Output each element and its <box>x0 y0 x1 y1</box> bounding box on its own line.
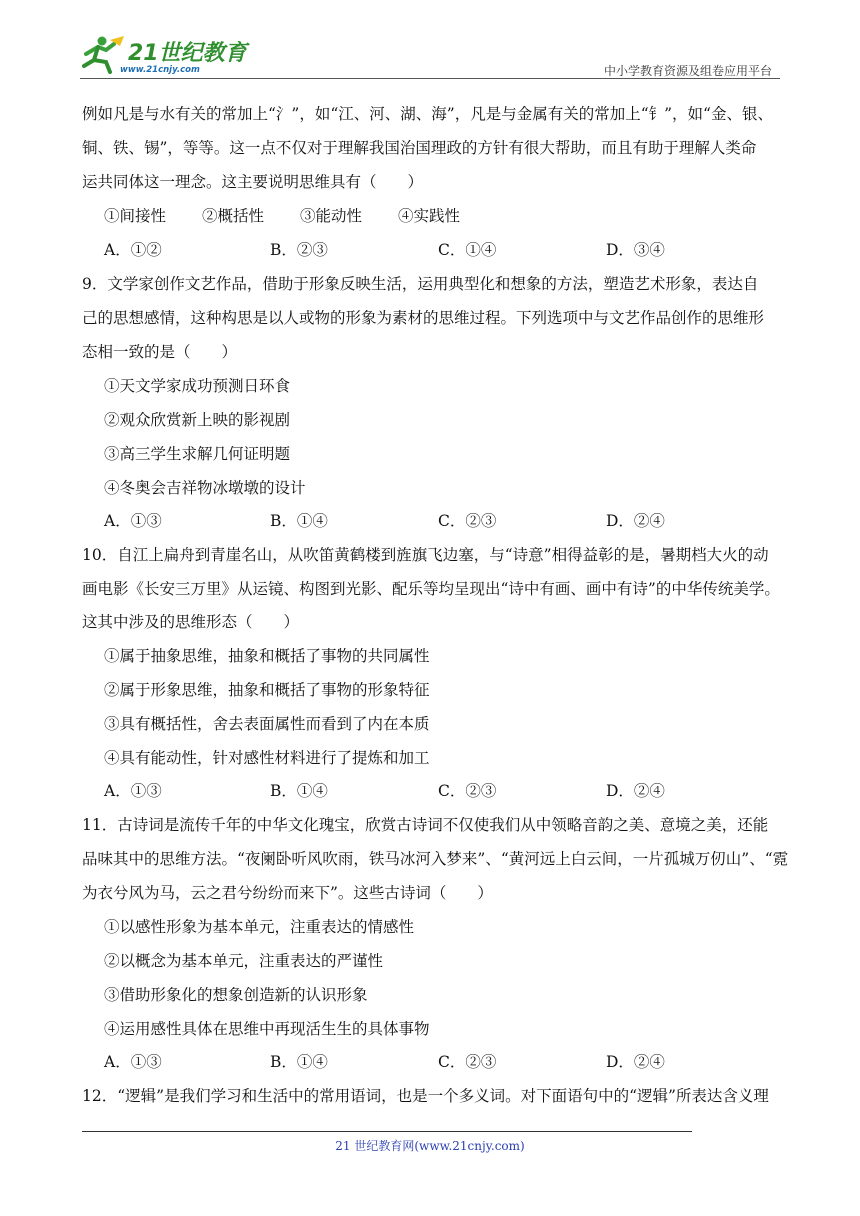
q10-answer-b[interactable]: B．①④ <box>270 782 328 800</box>
q11-answer-d[interactable]: D．②④ <box>606 1053 665 1071</box>
q10-answer-a[interactable]: A．①③ <box>104 782 162 800</box>
q10-line-3: 这其中涉及的思维形态（ ） <box>82 613 300 631</box>
q9-item-2: ②观众欣赏新上映的影视剧 <box>104 411 291 429</box>
header-platform-text: 中小学教育资源及组卷应用平台 <box>603 64 772 78</box>
q10-answer-c[interactable]: C．②③ <box>438 782 497 800</box>
q11-line-3: 为衣兮风为马，云之君兮纷纷而来下”。这些古诗词（ ） <box>82 884 493 902</box>
logo-url: www.21cnjy.com <box>120 65 200 75</box>
q9-item-3: ③高三学生求解几何证明题 <box>104 445 291 463</box>
q8-option-4: ④实践性 <box>398 207 461 225</box>
q9-answer-b[interactable]: B．①④ <box>270 512 328 530</box>
q8-answer-a[interactable]: A．①② <box>104 241 162 259</box>
q8-line-1: 例如凡是与水有关的常加上“氵”，如“江、河、湖、海”，凡是与金属有关的常加上“钅”，如“金、银、 <box>82 105 773 123</box>
q11-answer-c[interactable]: C．②③ <box>438 1053 497 1071</box>
q11-answers <box>104 1052 704 1072</box>
q10-answers <box>104 781 704 801</box>
q9-line-1: 9．文学家创作文艺作品，借助于形象反映生活，运用典型化和想象的方法，塑造艺术形象，表达自 <box>82 275 759 293</box>
q8-answer-c[interactable]: C．①④ <box>438 241 497 259</box>
q11-line-1: 11．古诗词是流传千年的中华文化瑰宝，欣赏古诗词不仅使我们从中领略音韵之美、意境之美，还能 <box>82 816 769 834</box>
q9-line-3: 态相一致的是（ ） <box>82 343 238 361</box>
q11-line-2: 品味其中的思维方法。“夜阑卧听风吹雨，铁马冰河入梦来”、“黄河远上白云间，一片孤城万仞山”、“霓 <box>82 850 789 868</box>
q11-item-4: ④运用感性具体在思维中再现活生生的具体事物 <box>104 1020 430 1038</box>
logo-text: 21世纪教育 <box>128 41 247 66</box>
logo <box>80 32 250 76</box>
q8-answer-d[interactable]: D．③④ <box>606 241 665 259</box>
q11-answer-a[interactable]: A．①③ <box>104 1053 162 1071</box>
footer-divider <box>82 1131 692 1132</box>
q8-option-1: ①间接性 <box>104 207 167 225</box>
page-header <box>80 28 780 80</box>
q8-line-2: 铜、铁、锡”，等等。这一点不仅对于理解我国治国理政的方针有很大帮助，而且有助于理解人类命 <box>82 139 757 157</box>
q9-item-4: ④冬奥会吉祥物冰墩墩的设计 <box>104 479 306 497</box>
q9-answer-c[interactable]: C．②③ <box>438 512 497 530</box>
q9-answer-d[interactable]: D．②④ <box>606 512 665 530</box>
q10-line-1: 10．自江上扁舟到青崖名山，从吹笛黄鹤楼到旌旗飞边塞，与“诗意”相得益彰的是，暑期档大火的动 <box>82 546 769 564</box>
q8-option-2: ②概括性 <box>202 207 265 225</box>
q9-item-1: ①天文学家成功预测日环食 <box>104 377 291 395</box>
q9-answer-a[interactable]: A．①③ <box>104 512 162 530</box>
q11-item-2: ②以概念为基本单元，注重表达的严谨性 <box>104 952 384 970</box>
q8-option-3: ③能动性 <box>300 207 363 225</box>
q12-line-1: 12．“逻辑”是我们学习和生活中的常用语词，也是一个多义词。对下面语句中的“逻辑”所表达含义理 <box>82 1087 769 1105</box>
q10-item-1: ①属于抽象思维，抽象和概括了事物的共同属性 <box>104 647 430 665</box>
q10-answer-d[interactable]: D．②④ <box>606 782 665 800</box>
q10-item-4: ④具有能动性，针对感性材料进行了提炼和加工 <box>104 749 430 767</box>
q8-answers <box>104 240 704 260</box>
q11-item-3: ③借助形象化的想象创造新的认识形象 <box>104 986 368 1004</box>
q10-line-2: 画电影《长安三万里》从运镜、构图到光影、配乐等均呈现出“诗中有画、画中有诗”的中华传统美学。 <box>82 580 780 598</box>
footer-link[interactable]: 21 世纪教育网(www.21cnjy.com) <box>335 1139 525 1153</box>
q8-line-3: 运共同体这一理念。这主要说明思维具有（ ） <box>82 173 424 191</box>
q11-answer-b[interactable]: B．①④ <box>270 1053 328 1071</box>
header-divider <box>80 78 780 79</box>
q10-item-2: ②属于形象思维，抽象和概括了事物的形象特征 <box>104 681 430 699</box>
q8-options <box>104 206 460 226</box>
q8-answer-b[interactable]: B．②③ <box>270 241 328 259</box>
runner-icon <box>84 36 124 72</box>
q10-item-3: ③具有概括性，舍去表面属性而看到了内在本质 <box>104 715 430 733</box>
q9-answers <box>104 511 704 531</box>
q11-item-1: ①以感性形象为基本单元，注重表达的情感性 <box>104 918 415 936</box>
q9-line-2: 己的思想感情，这种构思是以人或物的形象为素材的思维过程。下列选项中与文艺作品创作的思维形 <box>82 309 765 327</box>
